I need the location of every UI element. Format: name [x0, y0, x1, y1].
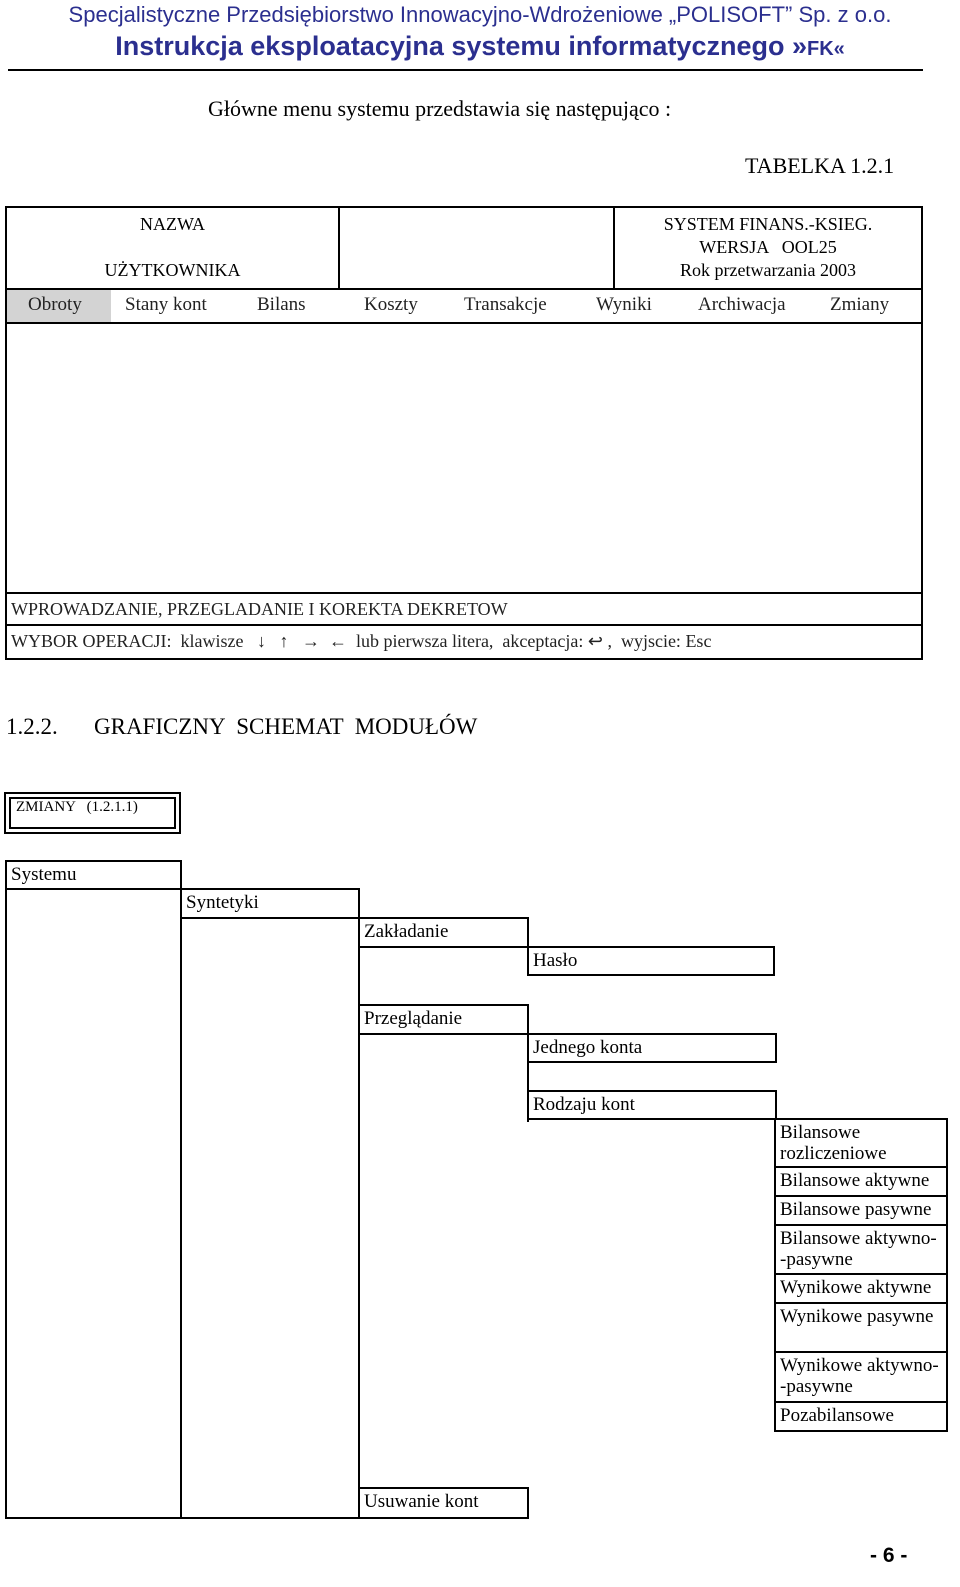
user-label-line1: NAZWA — [140, 214, 205, 234]
section-heading — [6, 714, 477, 740]
system-info-cell — [613, 206, 923, 290]
system-name: SYSTEM FINANS.-KSIEG. — [663, 214, 873, 234]
table-label: TABELKA 1.2.1 — [745, 153, 895, 178]
node-bilansowe-aktywne: Bilansowe aktywne — [774, 1166, 948, 1197]
menu-item-transakcje[interactable]: Transakcje — [464, 294, 547, 315]
status-line-keys — [5, 624, 923, 660]
intro-text: Główne menu systemu przedstawia się następująco : — [208, 96, 672, 121]
node-jednego-konta: Jednego konta — [527, 1033, 777, 1063]
node-bilansowe-aktywno-pasywne: Bilansowe aktywno- -pasywne — [774, 1224, 948, 1275]
node-systemu: Systemu — [5, 860, 182, 890]
document-title — [0, 31, 960, 62]
module-label-box — [4, 792, 181, 834]
status-description-text: WPROWADZANIE, PRZEGLADANIE I KOREKTA DEKRETOW — [11, 599, 508, 619]
node-wynikowe-aktywne: Wynikowe aktywne — [774, 1273, 948, 1304]
node-syntetyki: Syntetyki — [180, 888, 360, 919]
menu-item-wyniki[interactable]: Wyniki — [596, 294, 652, 315]
node-haslo: Hasło — [527, 946, 775, 976]
company-name: Specjalistyczne Przedsiębiorstwo Innowacyjno-Wdrożeniowe „POLISOFT” Sp. z o.o. — [68, 2, 892, 27]
user-name-cell — [5, 206, 340, 290]
node-rodzaju-kont: Rodzaju kont — [527, 1090, 777, 1120]
header-divider — [8, 69, 923, 71]
menu-item-zmiany[interactable]: Zmiany — [830, 294, 890, 315]
module-label-text: ZMIANY (1.2.1.1) — [16, 799, 138, 815]
menu-item-archiwacja[interactable]: Archiwacja — [698, 294, 786, 315]
section-number: 1.2.2. — [6, 714, 58, 739]
node-wynikowe-pasywne: Wynikowe pasywne — [774, 1302, 948, 1353]
node-usuwanie-kont: Usuwanie kont — [358, 1487, 529, 1519]
node-zakladanie: Zakładanie — [358, 917, 529, 948]
tree-line-systemu — [5, 860, 7, 1519]
node-wynikowe-aktywno-pasywne: Wynikowe aktywno- -pasywne — [774, 1351, 948, 1403]
node-bilansowe-rozliczeniowe: Bilansowe rozliczeniowe — [774, 1118, 948, 1168]
node-przegladanie: Przeglądanie — [358, 1004, 529, 1035]
status-keys-text: WYBOR OPERACJI: klawisze ↓ ↑ → ← lub pierwsza litera, akceptacja: ↩ , wyjscie: Esc — [11, 631, 712, 651]
page-number: - 6 - — [870, 1544, 908, 1567]
processing-year: Rok przetwarzania 2003 — [680, 260, 856, 280]
status-line-description — [5, 592, 923, 626]
menu-item-koszty[interactable]: Koszty — [364, 294, 418, 315]
tree-line-syntetyki — [180, 888, 182, 1519]
document-title-main: Instrukcja eksploatacyjna systemu informatycznego » — [115, 31, 807, 61]
menu-item-bilans[interactable]: Bilans — [257, 294, 306, 315]
document-title-fk: FK« — [806, 38, 845, 60]
menu-item-obroty[interactable]: Obroty — [28, 294, 82, 315]
user-label-line2: UŻYTKOWNIKA — [104, 260, 241, 280]
screen-blank-cell — [338, 206, 615, 290]
section-title: GRAFICZNY SCHEMAT MODUŁÓW — [94, 714, 478, 739]
node-bilansowe-pasywne: Bilansowe pasywne — [774, 1195, 948, 1226]
menu-item-stany-kont[interactable]: Stany kont — [125, 294, 207, 315]
main-menu-bar — [5, 288, 923, 324]
system-version: WERSJA OOL25 — [699, 237, 837, 257]
node-pozabilansowe: Pozabilansowe — [774, 1401, 948, 1432]
